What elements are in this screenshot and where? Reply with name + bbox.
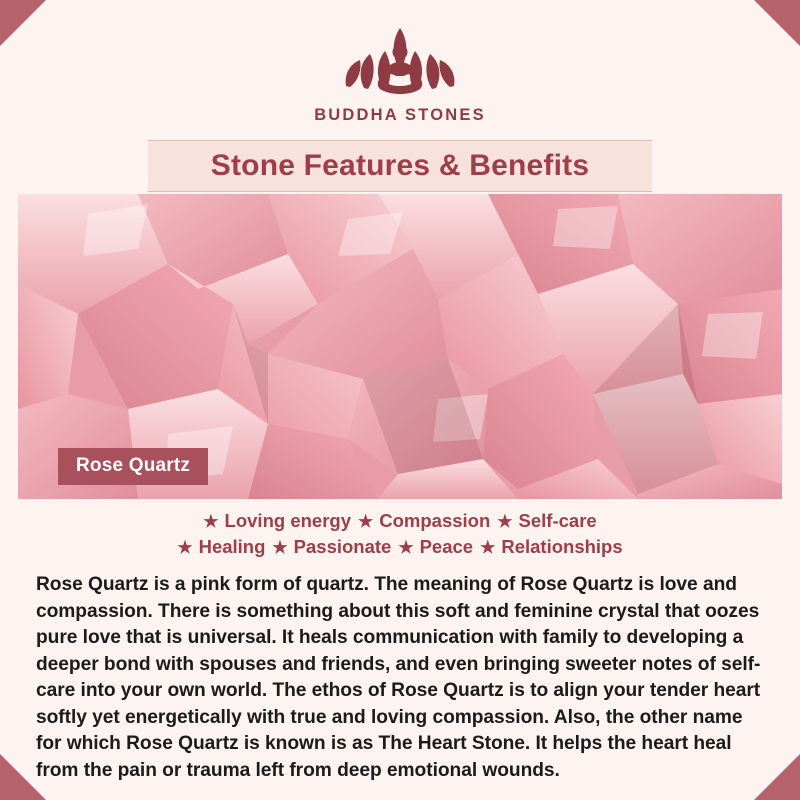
corner-decoration-bottom-right [754,754,800,800]
keyword-item [358,510,490,532]
description-paragraph: Rose Quartz is a pink form of quartz. The meaning of Rose Quartz is love and compassion. There is something about this soft and feminine crystal that oozes pure love that is universal. It heals communication with family to developing a deeper bond with spouses and friends, and even bringing sweeter notes of self-care into your own world. The ethos of Rose Quartz is to align your tender heart softly yet energetically with true and loving compassion. Also, the other name for which Rose Quartz is known is as The Heart Stone. It helps the heart heal from the pain or trauma left from deep emotional wounds. [36,574,761,781]
star-icon: ★ [177,537,193,557]
keyword-label: Compassion [379,510,491,531]
corner-decoration-top-left [0,0,46,46]
keyword-list [0,510,800,558]
keyword-item [398,536,473,558]
keyword-label: Self-care [518,510,597,531]
keyword-row-1 [203,510,596,532]
keyword-label: Relationships [501,536,623,557]
page-title: Stone Features & Benefits [210,149,590,182]
corner-decoration-top-right [754,0,800,46]
brand-name: BUDDHA STONES [314,106,486,124]
star-icon: ★ [358,511,374,531]
corner-decoration-bottom-left [0,754,46,800]
star-icon: ★ [480,537,496,557]
brand-header [0,22,800,140]
keyword-label: Healing [198,536,266,557]
keyword-label: Loving energy [224,510,351,531]
lotus-meditation-icon [336,22,464,104]
photo-caption: Rose Quartz [58,448,208,485]
keyword-item [497,510,596,532]
keyword-label: Peace [419,536,474,557]
keyword-label: Passionate [293,536,392,557]
keyword-item [272,536,391,558]
title-band [0,140,800,192]
keyword-row-2 [177,536,622,558]
star-icon: ★ [203,511,219,531]
keyword-item [203,510,351,532]
stone-photo [18,194,782,499]
keyword-item [480,536,623,558]
star-icon: ★ [398,537,414,557]
star-icon: ★ [497,511,513,531]
keyword-item [177,536,265,558]
star-icon: ★ [272,537,288,557]
